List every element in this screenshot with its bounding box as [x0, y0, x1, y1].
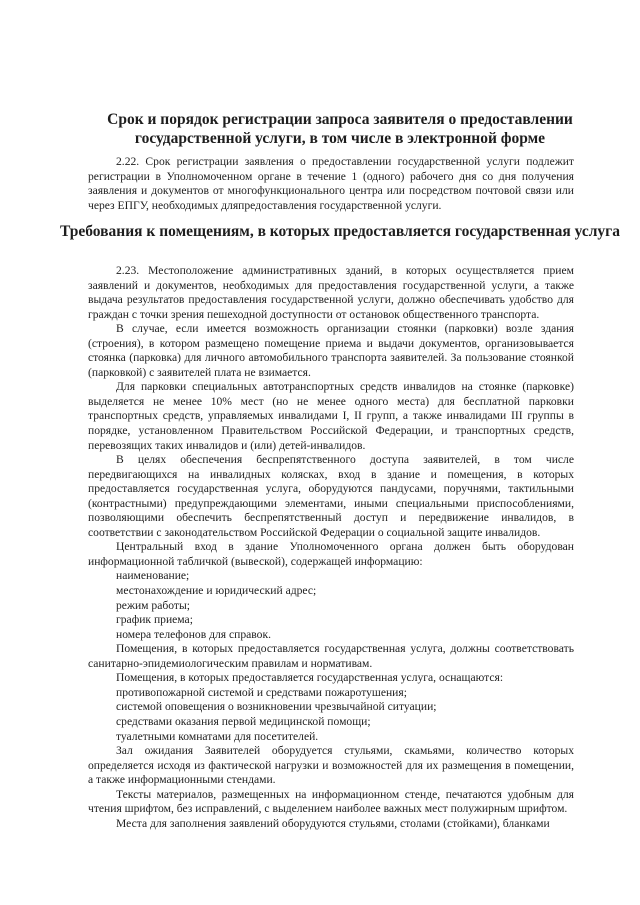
- list-item-fire-safety: противопожарной системой и средствами пожаротушения;: [116, 685, 407, 699]
- paragraph-form-filling: Места для заполнения заявлений оборудуются стульями, столами (стойками), бланками: [116, 816, 550, 830]
- list-item-working-hours: режим работы;: [116, 598, 190, 612]
- list-item-address: местонахождение и юридический адрес;: [116, 584, 317, 598]
- paragraph-waiting-room: Зал ожидания Заявителей оборудуется стульями, скамьями, количество которых определяется исходя из фактической нагрузки и возможностей для их размещения в помещении, а также информационными стендами.: [88, 744, 574, 787]
- paragraph-parking: В случае, если имеется возможность организации стоянки (парковки) возле здания (строения), в котором размещено помещение приема и выдачи документов, организовывается стоянка (парковка) для личного автомобильного транспорта заявителей. За пользование стоянкой (парковкой) с заявителей плата не взимается.: [88, 322, 574, 379]
- list-item-reception-schedule: график приема;: [116, 613, 193, 627]
- list-item-emergency-alert: системой оповещения о возникновении чрезвычайной ситуации;: [116, 700, 437, 714]
- section-premises-body: [88, 264, 574, 831]
- paragraph-2-23: 2.23. Местоположение административных зданий, в которых осуществляется прием заявлений и документов, необходимых для предоставления государственной услуги, а также выдача результатов предоставления государственной услуги, должно обеспечивать удобство для граждан с точки зрения пешеходной доступности от остановок общественного транспорта.: [88, 264, 574, 321]
- paragraph-sanitary: Помещения, в которых предоставляется государственная услуга, должны соответствовать санитарно-эпидемиологическим правилам и нормативам.: [88, 642, 574, 670]
- paragraph-equipped: Помещения, в которых предоставляется государственная услуга, оснащаются:: [116, 671, 504, 685]
- list-item-first-aid: средствами оказания первой медицинской помощи;: [116, 714, 371, 728]
- paragraph-disabled-parking: Для парковки специальных автотранспортных средств инвалидов на стоянке (парковке) выделяется не менее 10% мест (но не менее одного места) для бесплатной парковки транспортных средств, управляемых инвалидами I, II групп, а также инвалидами III группы в порядке, установленном Правительством Российской Федерации, и транспортных средств, перевозящих таких инвалидов и (или) детей-инвалидов.: [88, 380, 574, 452]
- paragraph-entrance-sign: Центральный вход в здание Уполномоченного органа должен быть оборудован информационной табличкой (вывеской), содержащей информацию:: [88, 540, 574, 568]
- section-heading-premises: Требования к помещениям, в которых предоставляется государственная услуга: [60, 223, 620, 240]
- list-item-name: наименование;: [116, 569, 190, 583]
- paragraph-2-22: 2.22. Срок регистрации заявления о предоставлении государственной услуги подлежит регистрации в Уполномоченном органе в течение 1 (одного) рабочего дня со дня получения заявления и документов от многофункционального центра или посредством почтовой связи или через ЕПГУ, необходимых дляпредоставления государственной услуги.: [88, 155, 574, 212]
- paragraph-info-stand: Тексты материалов, размещенных на информационном стенде, печатаются удобным для чтения шрифтом, без исправлений, с выделением наиболее важных мест полужирным шрифтом.: [88, 787, 574, 816]
- paragraph-accessibility: В целях обеспечения беспрепятственного доступа заявителей, в том числе передвигающихся на инвалидных колясках, вход в здание и помещения, в которых предоставляется государственная услуга, оборудуются пандусами, поручнями, тактильными (контрастными) предупреждающими элементами, иными специальными приспособлениями, позволяющими обеспечить беспрепятственный доступ и передвижение инвалидов, в соответствии с законодательством Российской Федерации о социальной защите инвалидов.: [88, 453, 574, 539]
- list-item-toilets: туалетными комнатами для посетителей.: [116, 729, 319, 743]
- list-item-phones: номера телефонов для справок.: [116, 627, 272, 641]
- section-heading-registration: Срок и порядок регистрации запроса заявителя о предоставлении государственной услуги, в том числе в электронной форме: [107, 111, 573, 147]
- section-registration-body: [88, 155, 574, 213]
